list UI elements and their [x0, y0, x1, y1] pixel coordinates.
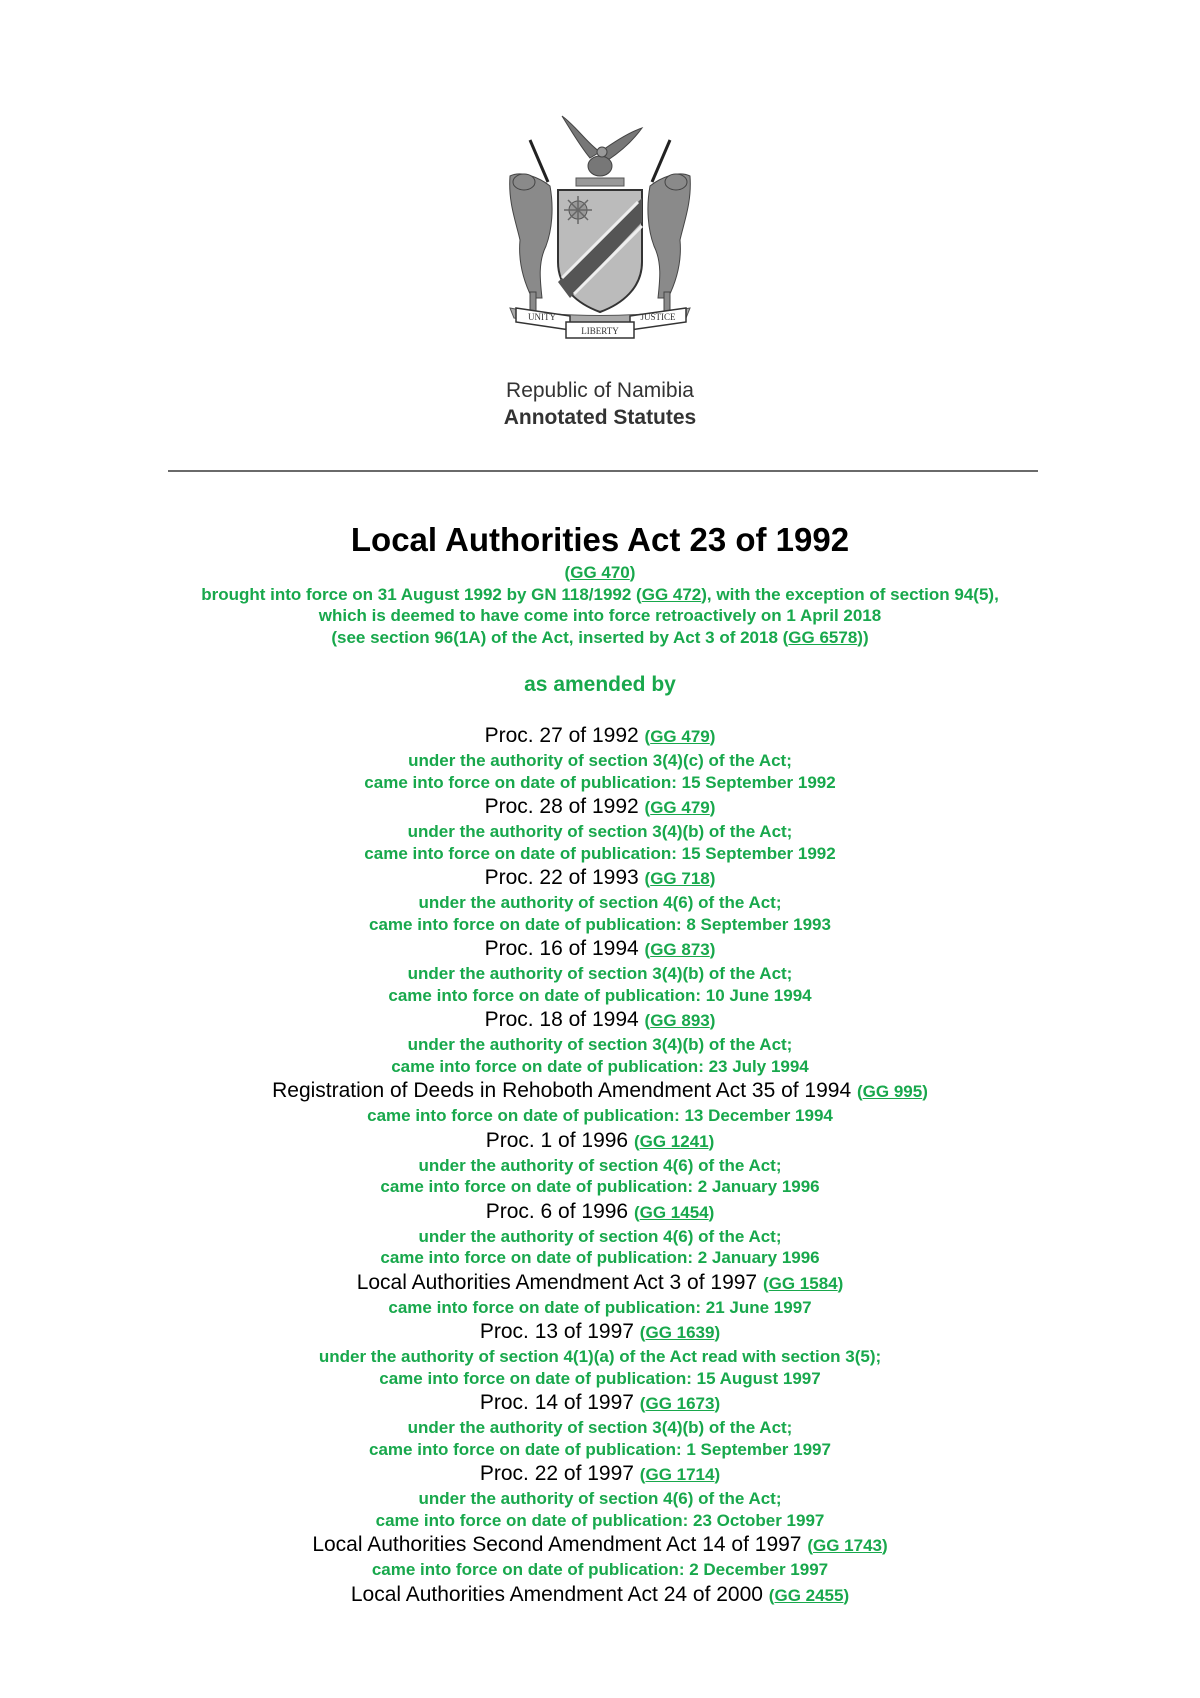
gazette-link-wrapper: (GG 873) — [644, 940, 716, 959]
gazette-link-wrapper: (GG 2455) — [768, 1585, 850, 1605]
amendment-authority: under the authority of section 4(6) of the Act; — [418, 1489, 782, 1508]
amendment-title-line — [0, 1460, 1200, 1488]
amendment-name: Proc. 27 of 1992 — [484, 724, 639, 747]
amendment-title-line — [0, 864, 1200, 892]
gazette-link-wrapper: (GG 1241) — [633, 1131, 715, 1151]
gazette-link-wrapper: (GG 1673) — [639, 1394, 721, 1413]
motto-unity: UNITY — [528, 312, 556, 322]
amendment-entry — [0, 1269, 1200, 1319]
gazette-link-wrapper: (GG 479) — [644, 798, 716, 817]
retroactive-line: which is deemed to have come into force retroactively on 1 April 2018 — [318, 606, 882, 625]
gazette-link[interactable]: GG 470 — [570, 563, 630, 582]
gazette-link-wrapper: (GG 1714) — [639, 1465, 721, 1484]
amendment-commencement: came into force on date of publication: 23 July 1994 — [391, 1056, 809, 1076]
gazette-link-wrapper: (GG 995) — [857, 1082, 928, 1101]
gazette-link-wrapper: (GG 1743) — [807, 1536, 888, 1555]
amendment-authority: under the authority of section 3(4)(b) of the Act; — [407, 964, 793, 983]
amendment-commencement: came into force on date of publication: 21 June 1997 — [388, 1297, 812, 1317]
amendment-entry — [0, 1077, 1200, 1127]
amendment-commencement: came into force on date of publication: 15 August 1997 — [379, 1368, 821, 1388]
amendment-name: Local Authorities Amendment Act 3 of 1997 — [356, 1270, 758, 1294]
amendment-commencement: came into force on date of publication: 1 September 1997 — [369, 1439, 831, 1459]
see-note-line: (see section 96(1A) of the Act, inserted by Act 3 of 2018 (GG 6578)) — [331, 627, 869, 647]
amendment-name: Proc. 22 of 1993 — [484, 866, 639, 889]
header-divider — [168, 470, 1038, 472]
amendment-authority: under the authority of section 3(4)(b) of the Act; — [407, 822, 793, 841]
gazette-link[interactable]: GG 479 — [650, 727, 710, 746]
amendment-entry — [0, 1460, 1200, 1531]
amendment-entry — [0, 1531, 1200, 1581]
act-title: Local Authorities Act 23 of 1992 — [350, 521, 850, 558]
amendment-title-line — [0, 1318, 1200, 1346]
gazette-link[interactable]: GG 1241 — [639, 1131, 709, 1151]
amendment-commencement: came into force on date of publication: 15 September 1992 — [364, 772, 836, 792]
gazette-link[interactable]: GG 1639 — [645, 1323, 715, 1342]
amendment-title-line — [0, 1006, 1200, 1034]
amendment-authority: under the authority of section 4(6) of the Act; — [418, 1226, 782, 1246]
gazette-link[interactable]: GG 2455 — [774, 1585, 844, 1605]
statutes-header — [0, 377, 1200, 431]
amendment-name: Proc. 16 of 1994 — [484, 937, 639, 960]
amendment-name: Proc. 6 of 1996 — [485, 1199, 629, 1223]
amendment-name: Proc. 18 of 1994 — [484, 1008, 639, 1031]
amendment-name: Registration of Deeds in Rehoboth Amendment Act 35 of 1994 — [272, 1079, 852, 1102]
gazette-link[interactable]: GG 873 — [650, 940, 710, 959]
amendment-authority: under the authority of section 3(4)(b) of the Act; — [407, 1418, 793, 1437]
gazette-link[interactable]: GG 479 — [650, 798, 710, 817]
amendment-title-line — [0, 793, 1200, 821]
amendment-authority: under the authority of section 4(1)(a) of the Act read with section 3(5); — [318, 1347, 882, 1366]
amendment-commencement: came into force on date of publication: 15 September 1992 — [364, 843, 836, 863]
gazette-link-wrapper: (GG 1584) — [762, 1273, 844, 1293]
amendment-commencement: came into force on date of publication: 2 December 1997 — [371, 1560, 829, 1579]
amendment-commencement: came into force on date of publication: 2 January 1996 — [380, 1177, 820, 1196]
gazette-link-wrapper: (GG 479) — [644, 727, 716, 746]
amendment-entry — [0, 1006, 1200, 1077]
amendment-title-line — [0, 1127, 1200, 1155]
gazette-link[interactable]: GG 893 — [650, 1011, 710, 1030]
amendment-authority: under the authority of section 3(4)(c) of the Act; — [408, 751, 792, 770]
amendment-commencement: came into force on date of publication: 13 December 1994 — [367, 1106, 833, 1125]
namibia-coat-of-arms — [490, 112, 710, 344]
act-gazette-line: (GG 470) — [564, 563, 636, 582]
commencement-gazette-link[interactable]: GG 472 — [641, 584, 702, 604]
amendment-authority: under the authority of section 3(4)(b) of the Act; — [407, 1035, 793, 1054]
motto-justice: JUSTICE — [640, 312, 676, 322]
amendment-name: Proc. 22 of 1997 — [479, 1462, 634, 1485]
gazette-link[interactable]: GG 1714 — [645, 1465, 715, 1484]
amendment-entry — [0, 793, 1200, 864]
commencement-line: brought into force on 31 August 1992 by GN 118/1992 (GG 472), with the exception of section 94(5), — [201, 584, 999, 604]
gazette-link-wrapper: (GG 893) — [644, 1011, 716, 1030]
amendment-entry — [0, 1318, 1200, 1389]
oryx-left-icon — [510, 140, 552, 318]
amendment-title-line — [0, 1581, 1200, 1609]
amendment-title-line — [0, 1198, 1200, 1226]
gazette-link-wrapper: (GG 1454) — [633, 1202, 715, 1222]
motto-liberty: LIBERTY — [581, 326, 619, 336]
gazette-link[interactable]: GG 995 — [862, 1082, 923, 1101]
country-name: Republic of Namibia — [506, 379, 694, 402]
amendment-commencement: came into force on date of publication: 8 September 1993 — [369, 914, 831, 934]
amendment-entry — [0, 935, 1200, 1006]
gazette-link[interactable]: GG 1673 — [645, 1394, 715, 1413]
gazette-link-wrapper: (GG 718) — [644, 869, 716, 888]
amendment-title-line — [0, 1077, 1200, 1105]
amendment-title-line — [0, 722, 1200, 750]
amendment-authority: under the authority of section 4(6) of the Act; — [418, 1155, 782, 1175]
amended-by-label: as amended by — [524, 673, 676, 696]
amendment-commencement: came into force on date of publication: 10 June 1994 — [388, 985, 812, 1005]
amendment-title-line — [0, 1389, 1200, 1417]
amendment-entry — [0, 1581, 1200, 1609]
amendment-name: Proc. 28 of 1992 — [484, 795, 639, 818]
gazette-link[interactable]: GG 1584 — [768, 1273, 838, 1293]
amendment-name: Proc. 14 of 1997 — [479, 1391, 634, 1414]
amendment-commencement: came into force on date of publication: 2 January 1996 — [380, 1248, 820, 1267]
amendment-entry — [0, 864, 1200, 935]
oryx-right-icon — [648, 140, 690, 318]
gazette-link-wrapper: (GG 1639) — [639, 1323, 721, 1342]
gazette-link[interactable]: GG 1743 — [813, 1536, 882, 1555]
amendment-commencement: came into force on date of publication: 23 October 1997 — [375, 1510, 825, 1530]
amendment-entry — [0, 1389, 1200, 1460]
amendment-title-line — [0, 1531, 1200, 1559]
amendment-title-line — [0, 935, 1200, 963]
amendment-entry — [0, 1198, 1200, 1269]
amendment-entry — [0, 1127, 1200, 1198]
see-note-gazette-link[interactable]: GG 6578 — [788, 627, 858, 647]
gazette-link[interactable]: GG 718 — [650, 869, 710, 888]
shield-icon — [558, 190, 642, 312]
amendment-entry — [0, 722, 1200, 793]
gazette-link[interactable]: GG 1454 — [639, 1202, 709, 1222]
amendment-authority: under the authority of section 4(6) of the Act; — [418, 893, 782, 912]
amendment-list — [0, 722, 1200, 1609]
act-cover — [0, 518, 1200, 1609]
amendment-name: Proc. 13 of 1997 — [479, 1320, 634, 1343]
amendment-name: Local Authorities Second Amendment Act 14 of 1997 — [312, 1533, 802, 1556]
publication-name: Annotated Statutes — [503, 406, 697, 429]
amendment-name: Proc. 1 of 1996 — [485, 1128, 629, 1152]
amendment-name: Local Authorities Amendment Act 24 of 2000 — [350, 1582, 763, 1606]
amendment-title-line — [0, 1269, 1200, 1297]
eagle-icon — [562, 116, 642, 176]
